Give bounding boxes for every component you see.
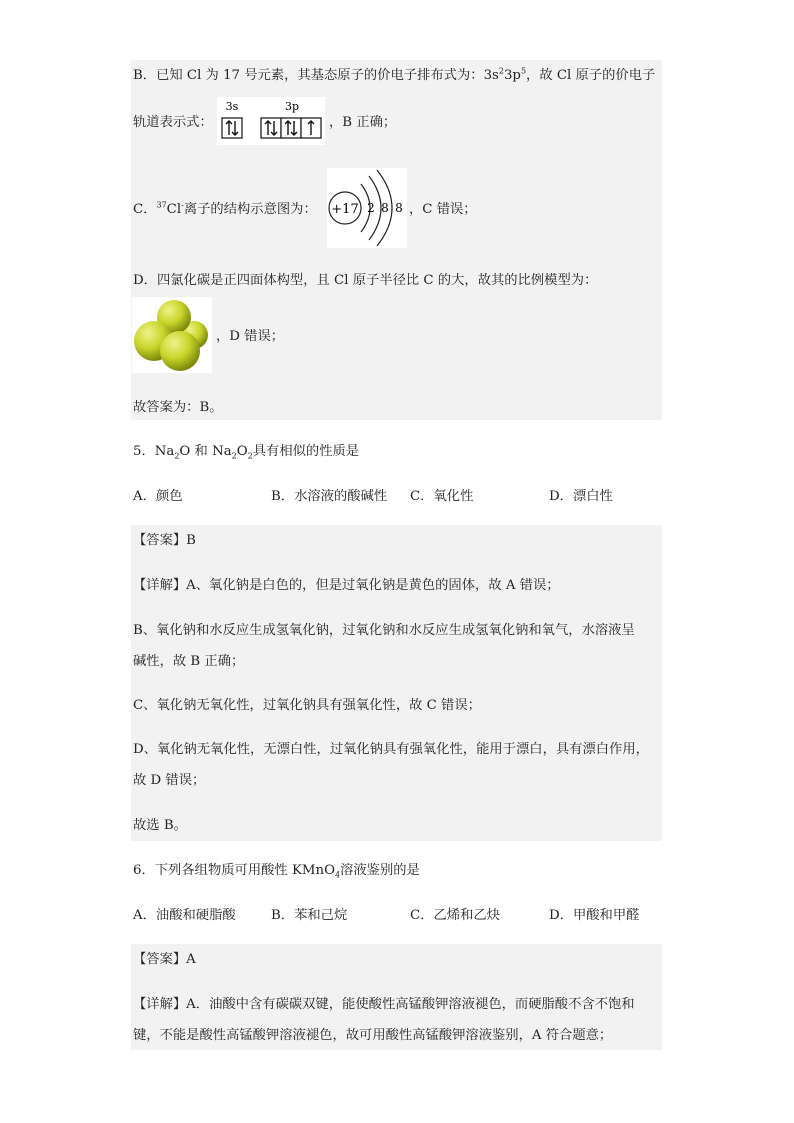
ccl4-space-filling-model	[132, 297, 212, 373]
config-3p: 3p	[503, 68, 521, 83]
q5-option-c: C．氧化性	[410, 489, 474, 504]
subscript: 4	[334, 870, 341, 880]
option-d-line1: D．四氯化碳是正四面体构型，且 Cl 原子半径比 C 的大，故其的比例模型为：	[133, 273, 598, 288]
option-d-conclusion: ，D 错误；	[216, 329, 285, 344]
element-symbol: Cl	[166, 202, 182, 217]
shell-2-count: 8	[381, 201, 389, 215]
q4-answer-summary: 故答案为：B。	[133, 400, 223, 415]
mass-number: 37	[156, 200, 167, 210]
shell-1-count: 2	[367, 201, 375, 215]
option-b-line2-label: 轨道表示式：	[133, 115, 213, 130]
cl-atom-front	[160, 331, 200, 371]
q5-detail-line: B、氧化钠和水反应生成氢氧化钠，过氧化钠和水反应生成氢氧化钠和氧气，水溶液呈	[133, 623, 635, 638]
nucleus-charge: +17	[331, 202, 359, 217]
ion-structure-diagram	[327, 168, 407, 248]
text: O	[236, 444, 248, 459]
option-c-conclusion: ，C 错误；	[409, 202, 477, 217]
text: B．已知 Cl 为 17 号元素，其基态原子的价电子排布式为：	[133, 68, 484, 83]
q5-option-a: A．颜色	[133, 489, 183, 504]
option-c-label	[133, 201, 317, 219]
question-5-stem	[133, 443, 359, 461]
q5-detail-line: 碱性，故 B 正确；	[133, 654, 245, 669]
shell-3-count: 8	[395, 201, 403, 215]
q6-option-c: C．乙烯和乙炔	[410, 908, 500, 923]
option-b-conclusion: ，B 正确；	[329, 115, 397, 130]
orbital-box-3p-2	[281, 118, 301, 138]
text: 具有相似的性质是	[252, 444, 360, 459]
q6-option-b: B．苯和己烷	[271, 908, 348, 923]
question-6-stem	[133, 862, 420, 880]
orbital-box-3s	[222, 118, 242, 138]
subscript: 2	[231, 451, 237, 461]
subscript: 2	[174, 451, 180, 461]
q5-detail-line: 【详解】A、氧化钠是白色的，但是过氧化钠是黄色的固体，故 A 错误；	[133, 578, 560, 593]
text: 溶液鉴别的是	[340, 863, 420, 878]
text: ，故 Cl 原子的价电子	[526, 68, 656, 83]
q6-answer: 【答案】A	[133, 952, 196, 967]
text: 离子的结构示意图为：	[183, 202, 317, 217]
q6-detail-line: 键，不能是酸性高锰酸钾溶液褪色，故可用酸性高锰酸钾溶液鉴别，A 符合题意；	[133, 1028, 613, 1043]
q6-option-a: A．油酸和硬脂酸	[133, 908, 236, 923]
q5-answer: 【答案】B	[133, 533, 196, 548]
orbital-box-3p-1	[261, 118, 281, 138]
text: 6．下列各组物质可用酸性 KMnO	[133, 863, 335, 878]
text: 5．Na	[133, 444, 175, 459]
orbital-3p-label: 3p	[284, 100, 300, 113]
q6-option-d: D．甲酸和甲醛	[549, 908, 640, 923]
orbital-3s-label: 3s	[225, 100, 239, 113]
orbital-diagram	[217, 97, 325, 145]
subscript: 2	[247, 451, 253, 461]
q5-detail-line: C、氧化钠无氧化性，过氧化钠具有强氧化性，故 C 错误；	[133, 698, 481, 713]
config-3s-exp: 2	[498, 66, 504, 76]
q6-detail-line: 【详解】A．油酸中含有碳碳双键，能使酸性高锰酸钾溶液褪色，而硬脂酸不含不饱和	[133, 997, 635, 1012]
text: C．	[133, 202, 157, 217]
text: O 和 Na	[179, 444, 232, 459]
q5-option-b: B．水溶液的酸碱性	[271, 489, 388, 504]
config-3p-exp: 5	[520, 66, 527, 76]
q5-detail-line: D、氧化钠无氧化性，无漂白性，过氧化钠具有强氧化性，能用于漂白，具有漂白作用，	[133, 742, 649, 757]
q5-detail-line: 故 D 错误；	[133, 773, 206, 788]
q5-option-d: D．漂白性	[549, 489, 613, 504]
explanation-block-q5	[131, 525, 662, 841]
q5-detail-line: 故选 B。	[133, 818, 187, 833]
ion-charge: -	[181, 200, 184, 210]
option-b-line1	[133, 67, 655, 85]
config-3s: 3s	[483, 68, 499, 83]
